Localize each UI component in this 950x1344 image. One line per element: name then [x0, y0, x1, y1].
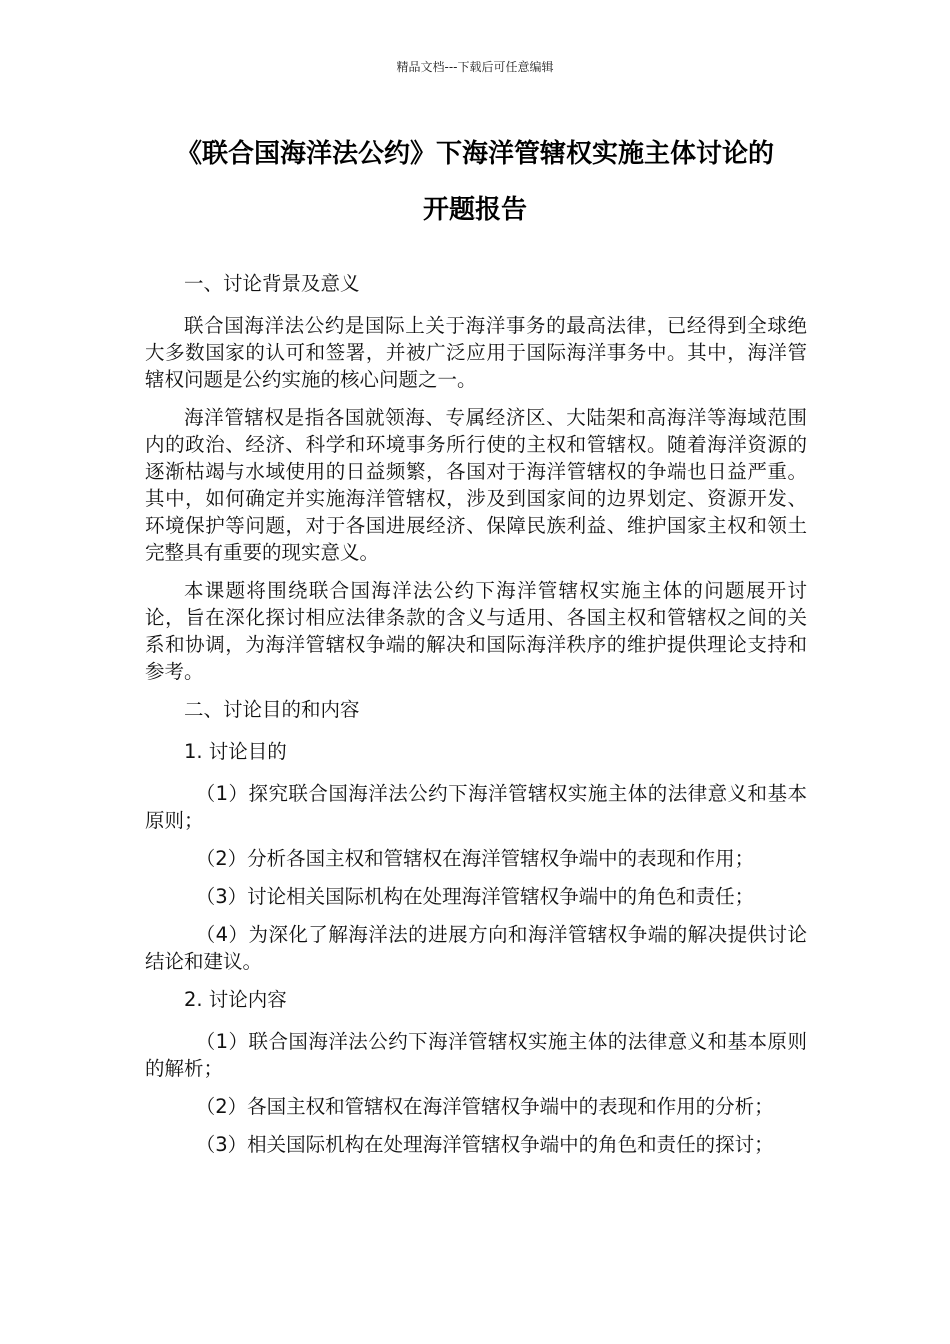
- section-1-paragraph-2: 海洋管辖权是指各国就领海、专属经济区、大陆架和高海洋等海域范围内的政治、经济、科学和环境事务所行使的主权和管辖权。随着海洋资源的逐渐枯竭与水域使用的日益频繁，各国对于海洋管辖权的争端也日益严重。其中，如何确定并实施海洋管辖权，涉及到国家间的边界划定、资源开发、环境保护等问题，对于各国进展经济、保障民族利益、维护国家主权和领土完整具有重要的现实意义。: [145, 406, 807, 564]
- title-line-2: 开题报告: [422, 195, 527, 225]
- header-note: 精品文档---下载后可任意编辑: [396, 60, 554, 74]
- subsection-purpose-heading: 1. 讨论目的: [184, 740, 287, 763]
- purpose-item-3: （3）讨论相关国际机构在处理海洋管辖权争端中的角色和责任；: [195, 885, 755, 908]
- section-1-heading: 一、讨论背景及意义: [184, 272, 360, 295]
- content-item-3: （3）相关国际机构在处理海洋管辖权争端中的角色和责任的探讨；: [195, 1133, 774, 1156]
- purpose-item-2: （2）分析各国主权和管辖权在海洋管辖权争端中的表现和作用；: [195, 847, 755, 870]
- section-1-paragraph-3: 本课题将围绕联合国海洋法公约下海洋管辖权实施主体的问题展开讨论，旨在深化探讨相应法律条款的含义与适用、各国主权和管辖权之间的关系和协调，为海洋管辖权争端的解决和国际海洋秩序的维护提供理论支持和参考。: [145, 579, 807, 683]
- section-1-paragraph-1: 联合国海洋法公约是国际上关于海洋事务的最高法律，已经得到全球绝大多数国家的认可和签署，并被广泛应用于国际海洋事务中。其中，海洋管辖权问题是公约实施的核心问题之一。: [145, 314, 807, 391]
- section-2-heading: 二、讨论目的和内容: [184, 698, 360, 721]
- content-item-2: （2）各国主权和管辖权在海洋管辖权争端中的表现和作用的分析；: [195, 1095, 774, 1118]
- document-body: [145, 270, 807, 1169]
- page-title: [140, 126, 810, 238]
- subsection-content-heading: 2. 讨论内容: [184, 988, 287, 1011]
- purpose-item-4: （4）为深化了解海洋法的进展方向和海洋管辖权争端的解决提供讨论结论和建议。: [145, 923, 807, 973]
- content-item-1: （1）联合国海洋法公约下海洋管辖权实施主体的法律意义和基本原则的解析；: [145, 1030, 807, 1080]
- purpose-item-1: （1）探究联合国海洋法公约下海洋管辖权实施主体的法律意义和基本原则；: [145, 782, 807, 832]
- title-line-1: 《联合国海洋法公约》下海洋管辖权实施主体讨论的: [175, 139, 774, 169]
